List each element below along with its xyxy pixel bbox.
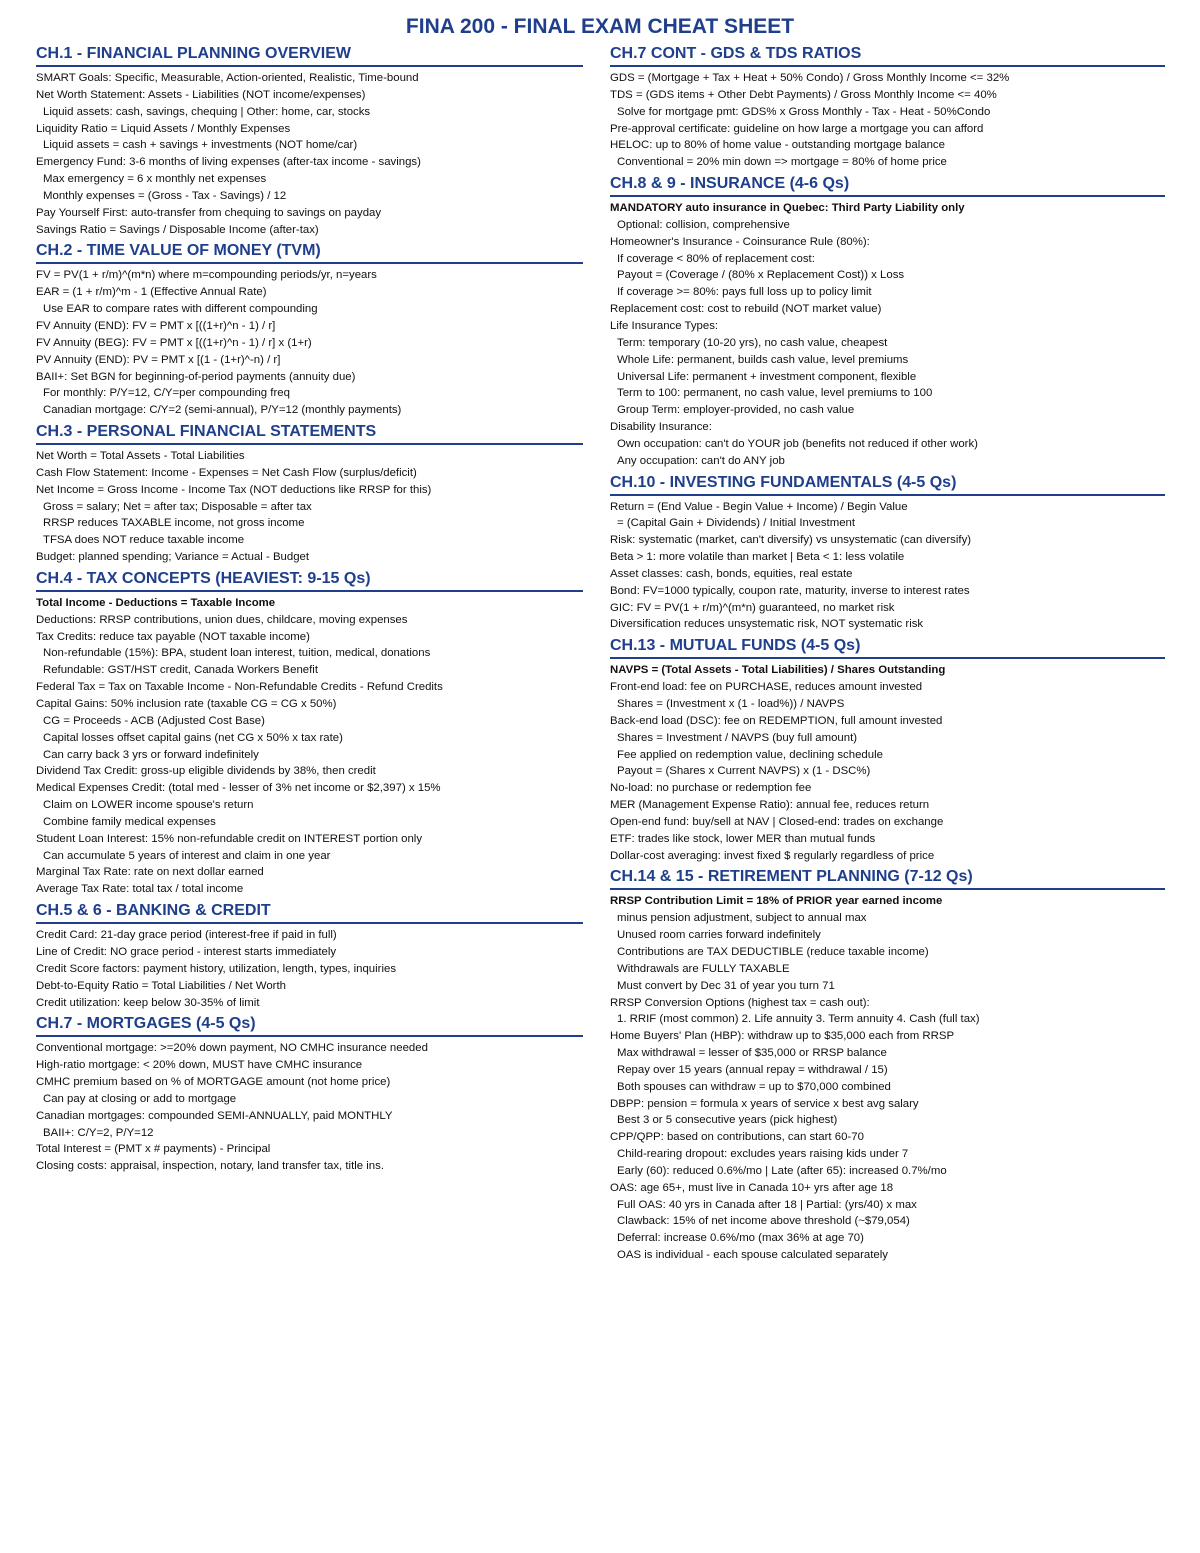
note-line: Asset classes: cash, bonds, equities, real estate <box>610 567 853 580</box>
note-line: Net Worth = Total Assets - Total Liabilities <box>36 450 245 463</box>
note-line: Can carry back 3 yrs or forward indefinitely <box>43 748 259 761</box>
note-line: Claim on LOWER income spouse's return <box>43 799 254 812</box>
note-line: Early (60): reduced 0.6%/mo | Late (after 65): increased 0.7%/mo <box>617 1164 947 1177</box>
note-line: GDS = (Mortgage + Tax + Heat + 50% Condo) / Gross Monthly Income <= 32% <box>610 72 1010 84</box>
note-line: Group Term: employer-provided, no cash value <box>617 404 855 417</box>
note-line: Liquid assets: cash, savings, chequing | Other: home, car, stocks <box>43 105 371 118</box>
note-line: Homeowner's Insurance - Coinsurance Rule (80%): <box>610 235 870 248</box>
note-line: Best 3 or 5 consecutive years (pick highest) <box>617 1114 838 1127</box>
note-line: Open-end fund: buy/sell at NAV | Closed-end: trades on exchange <box>610 815 944 828</box>
note-line: Optional: collision, comprehensive <box>617 218 790 231</box>
section-heading: CH.2 - TIME VALUE OF MONEY (TVM) <box>36 241 583 264</box>
note-line: DBPP: pension = formula x years of service x best avg salary <box>610 1097 919 1110</box>
note-line: Any occupation: can't do ANY job <box>617 454 785 467</box>
note-line: TDS = (GDS items + Other Debt Payments) / Gross Monthly Income <= 40% <box>610 88 997 101</box>
note-line: Both spouses can withdraw = up to $70,000 combined <box>617 1080 891 1093</box>
section-heading: CH.7 - MORTGAGES (4-5 Qs) <box>36 1014 583 1037</box>
left-column <box>36 44 583 1178</box>
note-line: PV Annuity (END): PV = PMT x [(1 - (1+r)^-n) / r] <box>36 353 281 366</box>
note-line: Payout = (Coverage / (80% x Replacement Cost)) x Loss <box>617 269 905 282</box>
section-heading: CH.8 & 9 - INSURANCE (4-6 Qs) <box>610 174 1165 197</box>
right-column <box>610 44 1165 1267</box>
note-line: Fee applied on redemption value, declining schedule <box>617 748 883 761</box>
note-line: FV = PV(1 + r/m)^(m*n) where m=compounding periods/yr, n=years <box>36 269 377 282</box>
section-heading: CH.5 & 6 - BANKING & CREDIT <box>36 901 583 924</box>
note-line: Credit utilization: keep below 30-35% of limit <box>36 996 260 1009</box>
note-line: CPP/QPP: based on contributions, can start 60-70 <box>610 1131 864 1144</box>
note-line: Liquidity Ratio = Liquid Assets / Monthly Expenses <box>36 122 291 135</box>
note-line: MANDATORY auto insurance in Quebec: Third Party Liability only <box>610 202 965 215</box>
note-line: Whole Life: permanent, builds cash value, level premiums <box>617 353 909 366</box>
section <box>36 422 583 566</box>
note-line: Debt-to-Equity Ratio = Total Liabilities / Net Worth <box>36 979 286 992</box>
note-line: Total Income - Deductions = Taxable Income <box>36 596 276 609</box>
note-line: Canadian mortgage: C/Y=2 (semi-annual), P/Y=12 (monthly payments) <box>43 404 402 417</box>
note-line: RRSP reduces TAXABLE income, not gross income <box>43 517 305 530</box>
note-line: Deductions: RRSP contributions, union dues, childcare, moving expenses <box>36 613 408 626</box>
note-line: FV Annuity (BEG): FV = PMT x [((1+r)^n - 1) / r] x (1+r) <box>36 336 312 349</box>
note-line: Capital losses offset capital gains (net CG x 50% x tax rate) <box>43 731 343 744</box>
note-line: Monthly expenses = (Gross - Tax - Savings) / 12 <box>43 189 287 202</box>
note-line: RRSP Contribution Limit = 18% of PRIOR year earned income <box>610 895 943 908</box>
section-heading: CH.1 - FINANCIAL PLANNING OVERVIEW <box>36 44 583 67</box>
note-line: Total Interest = (PMT x # payments) - Principal <box>36 1143 271 1156</box>
note-line: HELOC: up to 80% of home value - outstanding mortgage balance <box>610 139 945 152</box>
note-line: No-load: no purchase or redemption fee <box>610 782 812 795</box>
note-line: MER (Management Expense Ratio): annual fee, reduces return <box>610 799 930 812</box>
section-heading: CH.14 & 15 - RETIREMENT PLANNING (7-12 Qs) <box>610 867 1165 890</box>
note-line: Federal Tax = Tax on Taxable Income - Non-Refundable Credits - Refund Credits <box>36 681 443 694</box>
note-line: Liquid assets = cash + savings + investments (NOT home/car) <box>43 139 358 152</box>
note-line: Refundable: GST/HST credit, Canada Workers Benefit <box>43 664 318 677</box>
note-line: Shares = (Investment x (1 - load%)) / NAVPS <box>617 698 845 710</box>
note-line: Budget: planned spending; Variance = Actual - Budget <box>36 551 310 564</box>
section <box>36 44 583 238</box>
note-line: Conventional mortgage: >=20% down payment, NO CMHC insurance needed <box>36 1042 428 1055</box>
section <box>36 569 583 898</box>
note-line: If coverage >= 80%: pays full loss up to policy limit <box>617 286 872 299</box>
note-line: Back-end load (DSC): fee on REDEMPTION, full amount invested <box>610 714 943 727</box>
section-heading: CH.4 - TAX CONCEPTS (HEAVIEST: 9-15 Qs) <box>36 569 583 592</box>
section <box>610 174 1165 470</box>
note-line: ETF: trades like stock, lower MER than mutual funds <box>610 832 876 845</box>
note-line: Tax Credits: reduce tax payable (NOT taxable income) <box>36 630 310 643</box>
note-line: Net Income = Gross Income - Income Tax (NOT deductions like RRSP for this) <box>36 483 432 496</box>
note-line: Credit Card: 21-day grace period (interest-free if paid in full) <box>36 929 337 942</box>
note-line: BAII+: C/Y=2, P/Y=12 <box>43 1126 154 1139</box>
note-line: Student Loan Interest: 15% non-refundable credit on INTEREST portion only <box>36 832 423 845</box>
note-line: Can accumulate 5 years of interest and claim in one year <box>43 849 331 862</box>
note-line: Closing costs: appraisal, inspection, notary, land transfer tax, title ins. <box>36 1160 385 1173</box>
note-line: OAS is individual - each spouse calculated separately <box>617 1249 888 1262</box>
note-line: Capital Gains: 50% inclusion rate (taxable CG = CG x 50%) <box>36 698 337 710</box>
note-line: Term to 100: permanent, no cash value, level premiums to 100 <box>617 387 933 400</box>
note-line: Solve for mortgage pmt: GDS% x Gross Monthly - Tax - Heat - 50%Condo <box>617 105 991 118</box>
note-line: CMHC premium based on % of MORTGAGE amount (not home price) <box>36 1076 391 1089</box>
note-line: Max emergency = 6 x monthly net expenses <box>43 173 267 186</box>
note-line: Credit Score factors: payment history, utilization, length, types, inquiries <box>36 962 397 975</box>
note-line: Net Worth Statement: Assets - Liabilities (NOT income/expenses) <box>36 88 366 101</box>
note-line: Disability Insurance: <box>610 421 712 434</box>
note-line: Conventional = 20% min down => mortgage = 80% of home price <box>617 156 947 169</box>
section <box>610 636 1165 864</box>
section <box>36 1014 583 1175</box>
note-line: NAVPS = (Total Assets - Total Liabilities) / Shares Outstanding <box>610 664 946 677</box>
note-line: Risk: systematic (market, can't diversify) vs unsystematic (can diversify) <box>610 534 972 547</box>
note-line: Diversification reduces unsystematic risk, NOT systematic risk <box>610 618 924 631</box>
note-line: Average Tax Rate: total tax / total income <box>36 883 244 896</box>
section <box>610 867 1165 1264</box>
note-line: TFSA does NOT reduce taxable income <box>43 534 245 547</box>
section <box>36 901 583 1011</box>
note-line: SMART Goals: Specific, Measurable, Action-oriented, Realistic, Time-bound <box>36 72 419 84</box>
note-line: High-ratio mortgage: < 20% down, MUST have CMHC insurance <box>36 1059 363 1072</box>
note-line: Dividend Tax Credit: gross-up eligible dividends by 38%, then credit <box>36 765 376 778</box>
section-heading: CH.7 CONT - GDS & TDS RATIOS <box>610 44 1165 67</box>
section-heading: CH.13 - MUTUAL FUNDS (4-5 Qs) <box>610 636 1165 659</box>
section <box>36 241 583 419</box>
note-line: Medical Expenses Credit: (total med - lesser of 3% net income or $2,397) x 15% <box>36 782 441 795</box>
note-line: Can pay at closing or add to mortgage <box>43 1092 237 1105</box>
document-title: FINA 200 - FINAL EXAM CHEAT SHEET <box>405 15 795 38</box>
note-line: Gross = salary; Net = after tax; Disposable = after tax <box>43 500 312 513</box>
note-line: GIC: FV = PV(1 + r/m)^(m*n) guaranteed, no market risk <box>610 601 895 614</box>
note-line: = (Capital Gain + Dividends) / Initial Investment <box>617 517 856 530</box>
note-line: Term: temporary (10-20 yrs), no cash value, cheapest <box>617 336 888 349</box>
section-heading: CH.3 - PERSONAL FINANCIAL STATEMENTS <box>36 422 583 445</box>
note-line: Withdrawals are FULLY TAXABLE <box>617 962 790 975</box>
note-line: Bond: FV=1000 typically, coupon rate, maturity, inverse to interest rates <box>610 584 970 597</box>
note-line: Front-end load: fee on PURCHASE, reduces amount invested <box>610 681 923 694</box>
note-line: Line of Credit: NO grace period - interest starts immediately <box>36 945 337 958</box>
note-line: Home Buyers' Plan (HBP): withdraw up to $35,000 each from RRSP <box>610 1030 955 1043</box>
note-line: Pre-approval certificate: guideline on how large a mortgage you can afford <box>610 122 984 135</box>
note-line: Return = (End Value - Begin Value + Income) / Begin Value <box>610 500 908 513</box>
note-line: BAII+: Set BGN for beginning-of-period payments (annuity due) <box>36 370 356 383</box>
note-line: 1. RRIF (most common) 2. Life annuity 3. Term annuity 4. Cash (full tax) <box>617 1013 980 1026</box>
note-line: Use EAR to compare rates with different compounding <box>43 303 318 316</box>
note-line: Emergency Fund: 3-6 months of living expenses (after-tax income - savings) <box>36 156 421 169</box>
note-line: Must convert by Dec 31 of year you turn 71 <box>617 979 835 992</box>
note-line: Contributions are TAX DEDUCTIBLE (reduce taxable income) <box>617 945 929 958</box>
note-line: Payout = (Shares x Current NAVPS) x (1 - DSC%) <box>617 765 871 778</box>
note-line: Max withdrawal = lesser of $35,000 or RRSP balance <box>617 1047 887 1060</box>
note-line: Beta > 1: more volatile than market | Beta < 1: less volatile <box>610 551 905 564</box>
note-line: Universal Life: permanent + investment component, flexible <box>617 370 917 383</box>
note-line: Cash Flow Statement: Income - Expenses = Net Cash Flow (surplus/deficit) <box>36 466 417 479</box>
note-line: OAS: age 65+, must live in Canada 10+ yrs after age 18 <box>610 1181 894 1194</box>
section-heading: CH.10 - INVESTING FUNDAMENTALS (4-5 Qs) <box>610 473 1165 496</box>
note-line: CG = Proceeds - ACB (Adjusted Cost Base) <box>43 714 265 727</box>
note-line: Dollar-cost averaging: invest fixed $ regularly regardless of price <box>610 849 935 862</box>
note-line: Child-rearing dropout: excludes years raising kids under 7 <box>617 1148 909 1161</box>
note-line: Repay over 15 years (annual repay = withdrawal / 15) <box>617 1063 888 1076</box>
section <box>610 473 1165 634</box>
note-line: Savings Ratio = Savings / Disposable Income (after-tax) <box>36 223 319 236</box>
note-line: Full OAS: 40 yrs in Canada after 18 | Partial: (yrs/40) x max <box>617 1198 917 1211</box>
note-line: Non-refundable (15%): BPA, student loan interest, tuition, medical, donations <box>43 647 431 660</box>
note-line: Shares = Investment / NAVPS (buy full amount) <box>617 731 858 744</box>
note-line: Clawback: 15% of net income above threshold (~$79,054) <box>617 1215 910 1228</box>
note-line: Unused room carries forward indefinitely <box>617 929 821 942</box>
note-line: EAR = (1 + r/m)^m - 1 (Effective Annual Rate) <box>36 286 267 299</box>
note-line: If coverage < 80% of replacement cost: <box>617 252 815 265</box>
note-line: Life Insurance Types: <box>610 319 719 332</box>
note-line: Pay Yourself First: auto-transfer from chequing to savings on payday <box>36 206 382 219</box>
note-line: For monthly: P/Y=12, C/Y=per compounding freq <box>43 387 290 400</box>
note-line: FV Annuity (END): FV = PMT x [((1+r)^n - 1) / r] <box>36 319 276 332</box>
note-line: minus pension adjustment, subject to annual max <box>617 912 867 925</box>
note-line: Deferral: increase 0.6%/mo (max 36% at age 70) <box>617 1232 864 1245</box>
note-line: Canadian mortgages: compounded SEMI-ANNUALLY, paid MONTHLY <box>36 1109 393 1122</box>
note-line: Replacement cost: cost to rebuild (NOT market value) <box>610 303 882 316</box>
note-line: Combine family medical expenses <box>43 815 216 828</box>
note-line: Marginal Tax Rate: rate on next dollar earned <box>36 866 264 879</box>
section <box>610 44 1165 171</box>
note-line: RRSP Conversion Options (highest tax = cash out): <box>610 996 870 1009</box>
note-line: Own occupation: can't do YOUR job (benefits not reduced if other work) <box>617 437 978 450</box>
